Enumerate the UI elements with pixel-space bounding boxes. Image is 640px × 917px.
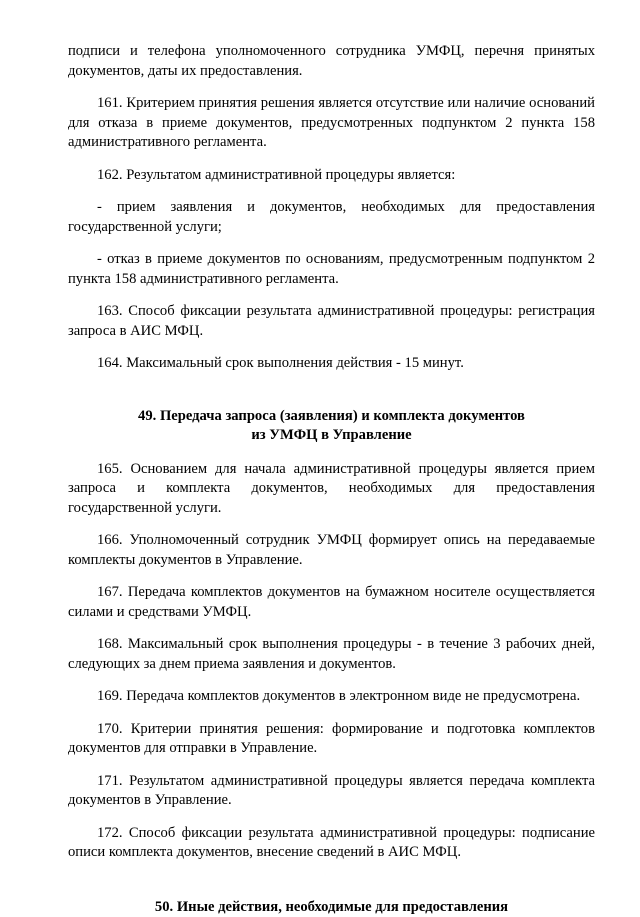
paragraph-171: 171. Результатом административной процедуры является передача комплекта документов в Управление. — [68, 772, 595, 811]
paragraph-167: 167. Передача комплектов документов на бумажном носителе осуществляется силами и средствами УМФЦ. — [68, 583, 595, 622]
paragraph-164: 164. Максимальный срок выполнения действия - 15 минут. — [68, 354, 595, 374]
section-50-heading: 50. Иные действия, необходимые для предоставления — [68, 898, 595, 917]
paragraph-163: 163. Способ фиксации результата административной процедуры: регистрация запроса в АИС МФЦ. — [68, 302, 595, 341]
paragraph-161: 161. Критерием принятия решения является отсутствие или наличие оснований для отказа в приеме документов, предусмотренных подпунктом 2 пункта 158 административного регламента. — [68, 94, 595, 153]
paragraph-166: 166. Уполномоченный сотрудник УМФЦ формирует опись на передаваемые комплекты документов в Управление. — [68, 531, 595, 570]
spacer — [68, 387, 595, 407]
paragraph-172: 172. Способ фиксации результата административной процедуры: подписание описи комплекта документов, внесение сведений в АИС МФЦ. — [68, 824, 595, 863]
paragraph-169: 169. Передача комплектов документов в электронном виде не предусмотрена. — [68, 687, 595, 707]
paragraph-162: 162. Результатом административной процедуры является: — [68, 166, 595, 186]
section-heading-line: 49. Передача запроса (заявления) и комплекта документов — [68, 407, 595, 427]
document-page — [68, 42, 595, 917]
section-49-heading — [68, 407, 595, 446]
paragraph-162-item-2: - отказ в приеме документов по основаниям, предусмотренным подпунктом 2 пункта 158 административного регламента. — [68, 250, 595, 289]
spacer — [68, 446, 595, 460]
paragraph-170: 170. Критерии принятия решения: формирование и подготовка комплектов документов для отправки в Управление. — [68, 720, 595, 759]
paragraph-165: 165. Основанием для начала административной процедуры является прием запроса и комплекта документов, необходимых для предоставления государственной услуги. — [68, 460, 595, 519]
section-heading-line: из УМФЦ в Управление — [68, 426, 595, 446]
spacer — [68, 876, 595, 898]
paragraph-continuation: подписи и телефона уполномоченного сотрудника УМФЦ, перечня принятых документов, даты их предоставления. — [68, 42, 595, 81]
paragraph-168: 168. Максимальный срок выполнения процедуры - в течение 3 рабочих дней, следующих за днем приема заявления и документов. — [68, 635, 595, 674]
paragraph-162-item-1: - прием заявления и документов, необходимых для предоставления государственной услуги; — [68, 198, 595, 237]
